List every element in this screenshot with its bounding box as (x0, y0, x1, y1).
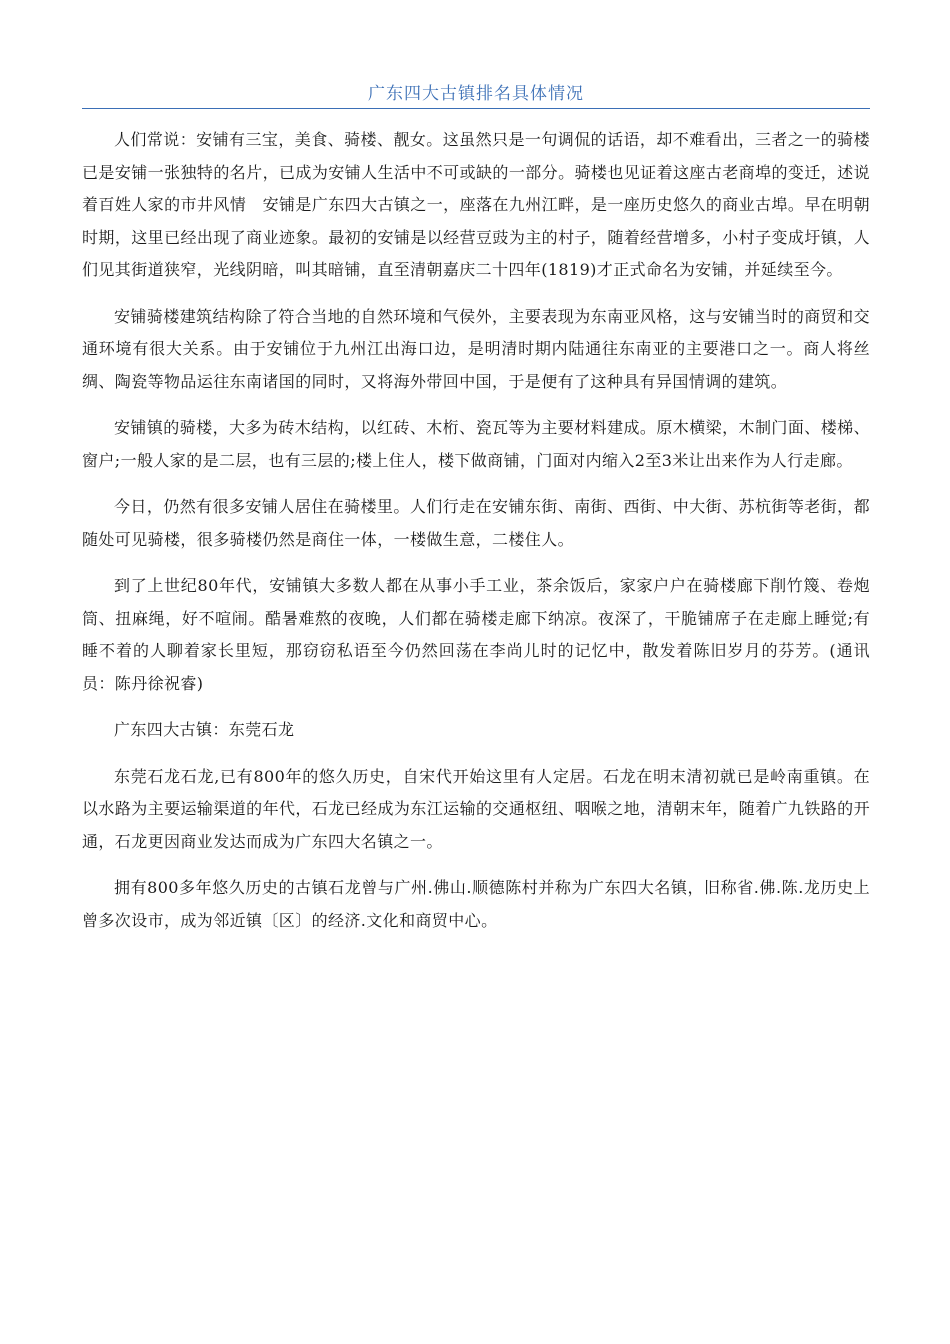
paragraph-anpu-intro: 人们常说：安铺有三宝，美食、骑楼、靓女。这虽然只是一句调侃的话语，却不难看出，三者之一的骑楼已是安铺一张独特的名片，已成为安铺人生活中不可或缺的一部分。骑楼也见证着这座古老商埠的变迁，述说着百姓人家的市井风情 安铺是广东四大古镇之一，座落在九州江畔，是一座历史悠久的商业古埠。早在明朝时期，这里已经出现了商业迹象。最初的安铺是以经营豆豉为主的村子，随着经营增多，小村子变成圩镇，人们见其街道狭窄，光线阴暗，叫其暗铺，直至清朝嘉庆二十四年(1819)才正式命名为安铺，并延续至今。 (82, 130, 870, 279)
paragraph-anpu-structure: 安铺镇的骑楼，大多为砖木结构，以红砖、木桁、瓷瓦等为主要材料建成。原木横梁，木制门面、楼梯、窗户;一般人家的是二层，也有三层的;楼上住人，楼下做商铺，门面对内缩入2至3米让出来作为人行走廊。 (82, 418, 870, 470)
paragraph-anpu-architecture: 安铺骑楼建筑结构除了符合当地的自然环境和气侯外，主要表现为东南亚风格，这与安铺当时的商贸和交通环境有很大关系。由于安铺位于九州江出海口边，是明清时期内陆通往东南亚的主要港口之一。商人将丝绸、陶瓷等物品运往东南诸国的同时，又将海外带回中国，于是便有了这种具有异国情调的建筑。 (82, 306, 870, 391)
section-heading-shilong: 广东四大古镇：东莞石龙 (114, 720, 295, 739)
paragraph-shilong-history: 东莞石龙石龙,已有800年的悠久历史，自宋代开始这里有人定居。石龙在明末清初就已是岭南重镇。在以水路为主要运输渠道的年代，石龙已经成为东江运输的交通枢纽、咽喉之地，清朝末年，随着广九铁路的开通，石龙更因商业发达而成为广东四大名镇之一。 (82, 766, 870, 851)
header-divider (82, 108, 870, 109)
paragraph-shilong-four-towns: 拥有800多年悠久历史的古镇石龙曾与广州.佛山.顺德陈村并称为广东四大名镇，旧称省.佛.陈.龙历史上曾多次设市，成为邻近镇〔区〕的经济.文化和商贸中心。 (82, 878, 870, 930)
page-title: 广东四大古镇排名具体情况 (368, 84, 584, 104)
paragraph-anpu-today: 今日，仍然有很多安铺人居住在骑楼里。人们行走在安铺东街、南街、西街、中大街、苏杭街等老街，都随处可见骑楼，很多骑楼仍然是商住一体，一楼做生意，二楼住人。 (82, 497, 870, 549)
document-body (82, 112, 870, 937)
page-header (82, 0, 870, 112)
paragraph-anpu-memories: 到了上世纪80年代，安铺镇大多数人都在从事小手工业，茶余饭后，家家户户在骑楼廊下削竹篾、卷炮筒、扭麻绳，好不喧闹。酷暑难熬的夜晚，人们都在骑楼走廊下纳凉。夜深了，干脆铺席子在走廊上睡觉;有睡不着的人聊着家长里短，那窃窃私语至今仍然回荡在李尚儿时的记忆中，散发着陈旧岁月的芬芳。(通讯员：陈丹徐祝睿) (82, 576, 870, 693)
document-page (82, 0, 870, 951)
